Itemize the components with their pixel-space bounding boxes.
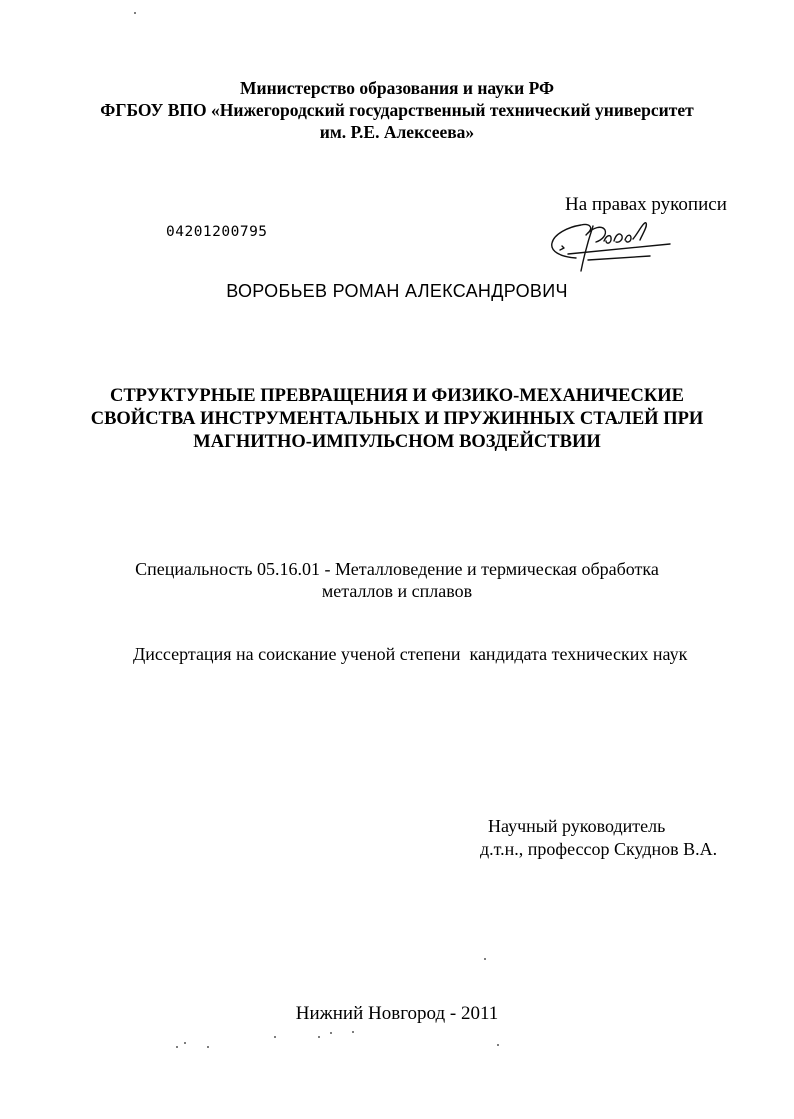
ministry-name: Министерство образования и науки РФ (239, 78, 554, 98)
scan-speck (330, 1032, 332, 1034)
scan-speck (207, 1046, 209, 1048)
scan-speck (352, 1031, 354, 1033)
dissertation-degree: Диссертация на соискание ученой степени кандидата технических наук (133, 644, 688, 664)
scan-speck (274, 1036, 276, 1038)
advisor-role: Научный руководитель (488, 816, 666, 836)
dissertation-title-line3: МАГНИТНО-ИМПУЛЬСНОМ ВОЗДЕЙСТВИИ (193, 432, 601, 452)
manuscript-rights-note: На правах рукописи (565, 194, 727, 215)
scan-speck (318, 1036, 320, 1038)
author-name: ВОРОБЬЕВ РОМАН АЛЕКСАНДРОВИЧ (226, 281, 568, 301)
specialty-line-cont: металлов и сплавов (321, 581, 473, 601)
scan-speck (497, 1044, 499, 1046)
scan-speck (184, 1042, 186, 1044)
scan-speck (484, 958, 486, 960)
specialty-line: Специальность 05.16.01 - Металловедение и термическая обработка (135, 559, 659, 579)
scan-speck (176, 1046, 178, 1048)
registration-code: 04201200795 (166, 224, 268, 240)
signature-icon (548, 213, 672, 275)
university-name: ФГБОУ ВПО «Нижегородский государственный технический университет (100, 100, 694, 120)
dissertation-title-line2: СВОЙСТВА ИНСТРУМЕНТАЛЬНЫХ И ПРУЖИННЫХ СТАЛЕЙ ПРИ (90, 409, 704, 429)
advisor-name: д.т.н., профессор Скуднов В.А. (480, 839, 718, 859)
dissertation-title: СТРУКТУРНЫЕ ПРЕВРАЩЕНИЯ И ФИЗИКО-МЕХАНИЧЕСКИЕ (109, 386, 685, 406)
scan-speck (134, 12, 136, 14)
university-name-cont: им. Р.Е. Алексеева» (319, 122, 475, 142)
city-year: Нижний Новгород - 2011 (295, 1003, 499, 1024)
